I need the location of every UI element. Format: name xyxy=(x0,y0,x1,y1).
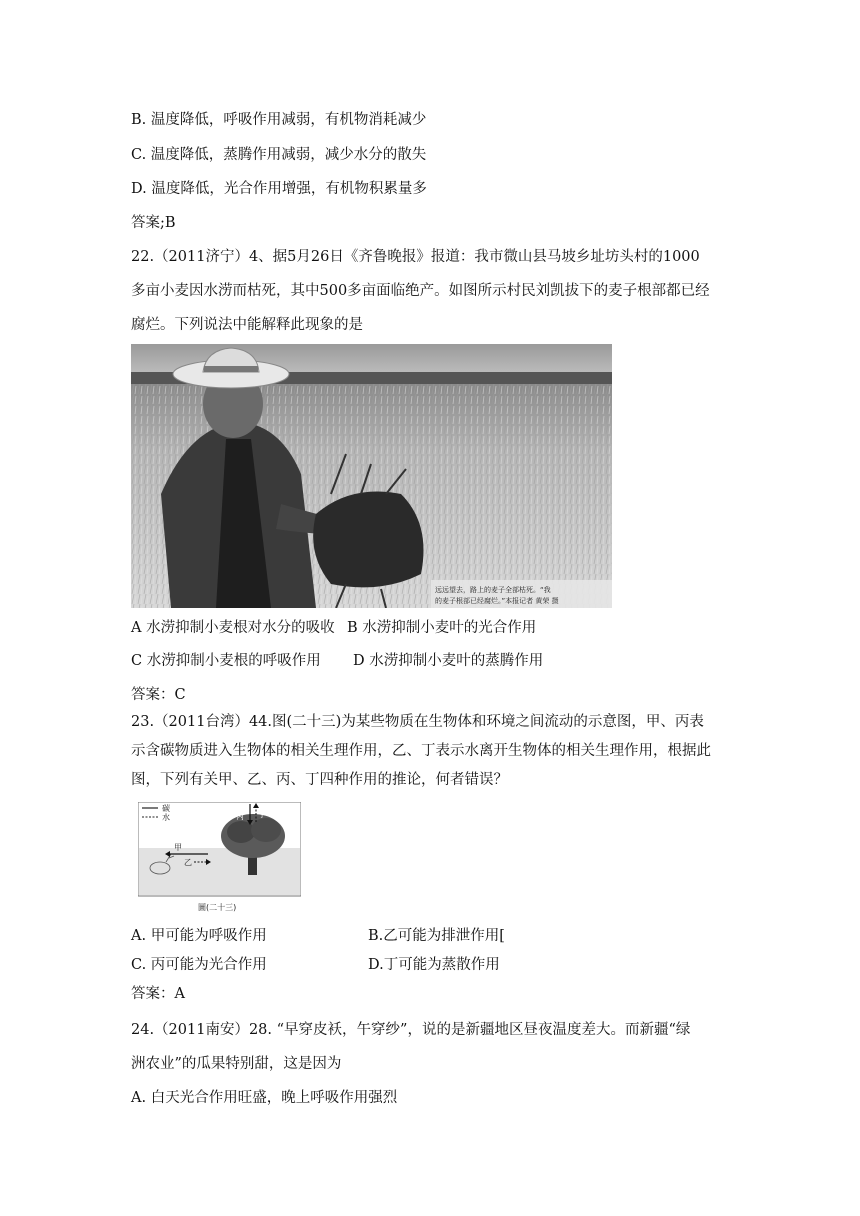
substance-flow-diagram xyxy=(138,802,301,916)
q22-stem-line3: 腐烂。下列说法中能解释此现象的是 xyxy=(131,317,363,333)
q22-answer: 答案：C xyxy=(131,687,186,703)
q23-option-b: B.乙可能为排泄作用[ xyxy=(368,928,505,944)
q22-stem-line2: 多亩小麦因水涝而枯死，其中500多亩面临绝产。如图所示村民刘凯拔下的麦子根部都已经 xyxy=(131,283,710,299)
q22-option-c: C 水涝抑制小麦根的呼吸作用 xyxy=(131,653,321,669)
q23-answer: 答案：A xyxy=(131,986,185,1002)
q23-option-c: C. 丙可能为光合作用 xyxy=(131,957,267,973)
legend-carbon: 碳 xyxy=(162,804,170,813)
photo-caption-1: 远远望去，路上的麦子全部枯死。“我 xyxy=(435,586,551,594)
label-yi: 乙 xyxy=(184,858,192,867)
label-bing: 丙 xyxy=(236,812,244,821)
label-jia: 甲 xyxy=(174,843,182,852)
diagram-caption: 圖(二十三) xyxy=(198,903,237,912)
q24-option-a: A. 白天光合作用旺盛，晚上呼吸作用强烈 xyxy=(131,1090,398,1106)
legend-water: 水 xyxy=(162,813,170,822)
q21-option-b: B. 温度降低，呼吸作用减弱，有机物消耗减少 xyxy=(131,112,427,128)
q23-option-d: D.丁可能为蒸散作用 xyxy=(368,957,500,973)
q21-option-d: D. 温度降低，光合作用增强，有机物积累量多 xyxy=(131,181,427,197)
q24-stem-line2: 洲农业”的瓜果特别甜，这是因为 xyxy=(131,1056,342,1072)
label-ding: 丁 xyxy=(258,810,266,819)
q22-stem-line1: 22.（2011济宁）4、据5月26日《齐鲁晚报》报道：我市微山县马坡乡址坊头村的1000 xyxy=(131,249,700,265)
farmer-wheat-photo xyxy=(131,344,612,608)
q22-option-b: B 水涝抑制小麦叶的光合作用 xyxy=(347,620,537,636)
q23-option-a: A. 甲可能为呼吸作用 xyxy=(131,928,267,944)
photo-caption-2: 的麦子根部已经腐烂。”本报记者 黄荣 摄 xyxy=(435,597,559,605)
q22-option-d: D 水涝抑制小麦叶的蒸腾作用 xyxy=(353,653,544,669)
q22-option-a: A 水涝抑制小麦根对水分的吸收 xyxy=(131,620,335,636)
q23-stem-line1: 23.（2011台湾）44.图(二十三)为某些物质在生物体和环境之间流动的示意图，甲、丙表 xyxy=(131,714,704,730)
q23-stem-line3: 图，下列有关甲、乙、丙、丁四种作用的推论，何者错误？ xyxy=(131,772,508,788)
q24-stem-line1: 24.（2011南安）28. “早穿皮袄，午穿纱”，说的是新疆地区昼夜温度差大。而新疆“绿 xyxy=(131,1022,691,1038)
q21-answer: 答案;B xyxy=(131,215,176,231)
q23-stem-line2: 示含碳物质进入生物体的相关生理作用，乙、丁表示水离开生物体的相关生理作用，根据此 xyxy=(131,743,711,759)
q21-option-c: C. 温度降低，蒸腾作用减弱，减少水分的散失 xyxy=(131,147,427,163)
